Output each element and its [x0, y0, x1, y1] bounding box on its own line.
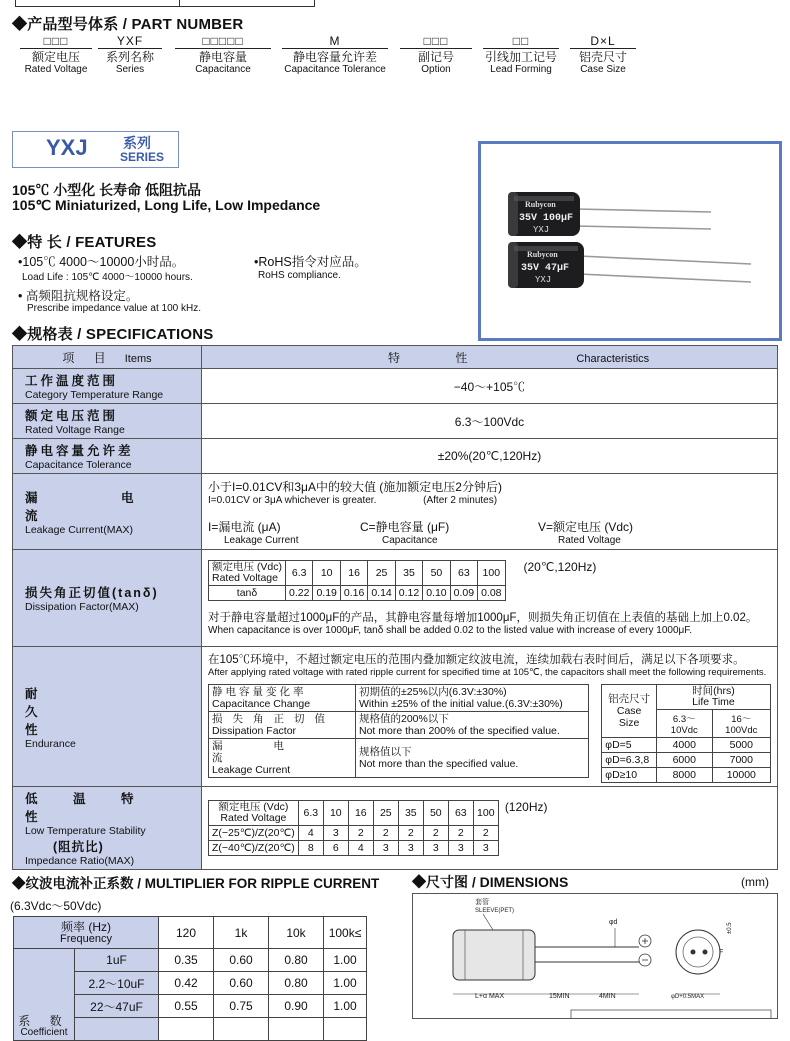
coef-cell: 0.60	[214, 949, 269, 972]
series-cn: 系列	[123, 135, 151, 151]
features-heading: ◆特 长 / FEATURES	[12, 234, 157, 251]
voltage-cell: 100	[478, 561, 505, 586]
endurance-item-en: Dissipation Factor	[212, 724, 297, 737]
end-view-outer	[676, 930, 720, 974]
spec-label-en: Capacitance Tolerance	[25, 459, 132, 471]
ratio-cell: 8	[298, 841, 323, 856]
pn-cn: 额定电压	[31, 50, 80, 64]
coef-cn: 系 数	[18, 1014, 70, 1028]
ratio-label: Z(−40℃)/Z(20℃)	[209, 841, 299, 856]
endurance-req-cn: 规格值以下	[359, 745, 412, 758]
spec-head-items-en: Items	[124, 352, 152, 365]
tan-delta-table	[208, 560, 506, 601]
pn-cn: 副记号	[417, 50, 454, 64]
tan-cell: 0.22	[286, 586, 313, 601]
pn-col-lead-forming	[483, 34, 559, 76]
pn-cn: 静电容量	[198, 50, 247, 64]
voltage-cell: 100	[473, 801, 498, 826]
cap2-series: YXJ	[535, 275, 552, 285]
capacitor-lower	[508, 242, 751, 288]
ratio-cell: 3	[473, 841, 498, 856]
leakage-v-en: Rated Voltage	[558, 534, 621, 546]
pn-code: YXF	[116, 34, 144, 48]
leakage-v-cn: V=额定电压 (Vdc)	[538, 519, 634, 534]
pn-en: Rated Voltage	[24, 64, 88, 75]
life-hours: 4000	[656, 737, 712, 752]
coef-cell: 1.00	[324, 949, 367, 972]
product-photo	[478, 141, 782, 341]
min4-label: 4MIN	[599, 993, 616, 1000]
multiplier-range: (6.3Vdc～50Vdc)	[10, 899, 102, 913]
endurance-intro-en: After applying rated voltage with rated ripple current for specified time at 105℃, the capacitors shall meet the following requirements.	[208, 666, 767, 678]
voltage-cell: 35	[395, 561, 422, 586]
voltage-cell: 16	[340, 561, 367, 586]
dimensions-drawing	[412, 893, 778, 1019]
spec-head-char-cn: 特 性	[388, 350, 494, 365]
series-en: SERIES	[120, 150, 165, 164]
rv-cn: 额定电压 (Vdc)	[212, 561, 283, 573]
ratio-cell: 3	[373, 841, 398, 856]
freq-cell: 1k	[214, 917, 269, 949]
pn-code: □□□□□	[202, 34, 244, 48]
min15-label: 15MIN	[549, 993, 570, 1000]
tan-cell: 0.12	[395, 586, 422, 601]
coef-cell: 0.35	[159, 949, 214, 972]
voltage-cell: 63	[450, 561, 477, 586]
spec-head-char-en: Characteristics	[576, 352, 650, 365]
d-max-label: φD+0.5MAX	[671, 994, 705, 1000]
ratio-cell: 2	[373, 826, 398, 841]
coef-cell: 0.80	[269, 972, 324, 995]
endurance-item-cn: 漏 电 流	[212, 739, 308, 764]
life-hours: 6000	[656, 752, 712, 767]
voltage-cell: 16	[348, 801, 373, 826]
life-case-cn: 铝壳尺寸	[608, 692, 651, 705]
cap1-brand: Rubycon	[525, 200, 556, 209]
cap-range: 22～47uF	[75, 995, 159, 1018]
pn-en: Capacitance Tolerance	[284, 64, 386, 75]
spec-label-en: Leakage Current(MAX)	[25, 523, 133, 536]
life-hours: 8000	[656, 767, 712, 782]
spec-label-cn2: (阻抗比)	[53, 840, 104, 854]
voltage-cell: 10	[313, 561, 340, 586]
f-tol-label: ±0.5	[727, 922, 733, 934]
endurance-req-cn: 规格值的200%以下	[359, 712, 449, 725]
tan-label: tanδ	[209, 586, 286, 601]
tan-cell: 0.19	[313, 586, 340, 601]
spec-label-en2: Impedance Ratio(MAX)	[25, 855, 135, 867]
life-time-table	[601, 684, 771, 783]
coef-cell: 0.55	[159, 995, 214, 1018]
tan-cell: 0.10	[423, 586, 450, 601]
feature-3-cn: • 高频阻抗规格设定。	[18, 289, 139, 303]
endurance-item-cn: 损失角正切值	[212, 712, 335, 725]
tan-cell: 0.08	[478, 586, 505, 601]
leakage-line1-en: I=0.01CV or 3μA whichever is greater.	[208, 494, 377, 506]
cap1-text: 35V 100μF	[519, 213, 574, 224]
coef-cell: 1.00	[324, 972, 367, 995]
tan-condition: (20℃,120Hz)	[523, 560, 597, 574]
spec-row-leakage	[13, 474, 778, 550]
tan-note-en: When capacitance is over 1000μF, tanδ shall be added 0.02 to the listed value with increase of every 1000μF.	[208, 625, 693, 636]
cap1-series: YXJ	[533, 225, 550, 235]
life-case: φD≥10	[602, 767, 657, 782]
spec-label-cn: 损失角正切值(tanδ)	[25, 586, 159, 600]
ratio-cell: 3	[448, 841, 473, 856]
dimensions-unit: (mm)	[741, 875, 769, 889]
spec-value: 6.3～100Vdc	[202, 404, 778, 439]
previous-table-edge	[15, 0, 315, 7]
coef-cell: 1.00	[324, 995, 367, 1018]
pn-col-voltage	[20, 34, 92, 76]
coef-cell: 0.80	[269, 949, 324, 972]
pn-col-case-size	[570, 34, 636, 76]
leakage-i-cn: I=漏电流 (μA)	[208, 519, 281, 534]
pn-en: Case Size	[580, 64, 626, 75]
endurance-req-cn: 初期值的±25%以内(6.3V:±30%)	[359, 685, 507, 698]
spec-row-low-temp	[13, 787, 778, 870]
pn-code: □□	[512, 34, 530, 48]
series-title-box	[12, 131, 179, 168]
impedance-ratio-table	[208, 800, 499, 856]
sleeve-en: SLEEVE(PET)	[475, 908, 515, 914]
endurance-req-en: Not more than 200% of the specified value.	[359, 724, 560, 737]
spec-label-en: Dissipation Factor(MAX)	[25, 601, 139, 613]
tan-note-cn: 对于静电容量超过1000μF的产品，其静电容量每增加1000μF，则损失角正切值在上表值的基础上加上0.02。	[208, 612, 758, 624]
leakage-after: (After 2 minutes)	[423, 494, 498, 506]
pn-en: Capacitance	[195, 64, 251, 75]
pn-en: Option	[421, 64, 451, 75]
life-hours: 7000	[712, 752, 770, 767]
spec-label-cn: 工作温度范围	[25, 374, 119, 388]
phi-d-label: φd	[609, 919, 618, 926]
pn-code: □□□	[423, 34, 449, 48]
endurance-req-en: Within ±25% of the initial value.(6.3V:±30%)	[359, 697, 563, 710]
coef-cell: 0.75	[214, 995, 269, 1018]
ratio-cell: 2	[398, 826, 423, 841]
specifications-table	[12, 345, 778, 870]
pn-col-option	[400, 34, 472, 76]
l-max-label: L+α MAX	[475, 993, 505, 1000]
life-col1: 6.3～10Vdc	[656, 709, 712, 737]
pn-code: □□□	[43, 34, 69, 48]
pn-code: D×L	[590, 34, 616, 48]
life-time-en: Life Time	[692, 695, 735, 708]
spec-label-cn: 低 温 特 性	[25, 792, 150, 824]
coef-cell: 0.60	[214, 972, 269, 995]
specs-heading: ◆规格表 / SPECIFICATIONS	[12, 326, 214, 343]
feature-3-en: Prescribe impedance value at 100 kHz.	[27, 303, 201, 314]
spec-row-dissipation	[13, 550, 778, 647]
ratio-cell: 2	[448, 826, 473, 841]
leakage-c-cn: C=静电容量 (μF)	[360, 519, 450, 534]
pn-cn: 静电容量允许差	[292, 50, 377, 64]
ratio-cell: 3	[423, 841, 448, 856]
ratio-cell: 6	[323, 841, 348, 856]
freq-en: Frequency	[60, 932, 112, 945]
ratio-cell: 2	[348, 826, 373, 841]
spec-label-cn: 漏 电 流	[25, 490, 174, 523]
spec-row-tolerance	[13, 439, 778, 474]
spec-head-items-cn: 项 目	[62, 350, 114, 365]
life-case-en: Case Size	[616, 704, 642, 729]
leakage-line1-cn: 小于I=0.01CV和3μA中的较大值 (施加额定电压2分钟后)	[208, 479, 502, 494]
pn-col-tolerance	[282, 34, 388, 76]
spec-value: −40～+105℃	[202, 369, 778, 404]
life-case: φD=5	[602, 737, 657, 752]
capacitor-photo-image	[481, 144, 779, 338]
life-case: φD=6.3,8	[602, 752, 657, 767]
pn-cn: 引线加工记号	[484, 50, 557, 64]
part-number-heading: ◆产品型号体系 / PART NUMBER	[12, 16, 244, 33]
tan-cell: 0.14	[368, 586, 395, 601]
endurance-req-table	[208, 684, 589, 778]
voltage-cell: 25	[373, 801, 398, 826]
voltage-cell: 50	[423, 801, 448, 826]
freq-cell: 100k≤	[324, 917, 367, 949]
tan-cell: 0.16	[340, 586, 367, 601]
spec-row-temp	[13, 369, 778, 404]
endurance-intro-cn: 在105℃环境中，不超过额定电压的范围内叠加额定纹波电流，连续加载右表时间后，满足以下各项要求。	[208, 653, 745, 666]
spec-row-voltage	[13, 404, 778, 439]
rv-en: Rated Voltage	[212, 572, 278, 584]
spec-label-en: Endurance	[25, 737, 76, 750]
tagline-en: 105℃ Miniaturized, Long Life, Low Impedance	[12, 197, 321, 213]
low-temp-cond: (120Hz)	[504, 800, 548, 814]
endurance-item-cn: 静电容量变化率	[212, 685, 307, 698]
f-label: F	[719, 949, 724, 956]
series-name: YXJ	[46, 135, 88, 160]
ratio-cell: 3	[398, 841, 423, 856]
voltage-cell: 6.3	[286, 561, 313, 586]
dimension-diagram	[413, 894, 777, 1018]
freq-cn: 频率 (Hz)	[61, 919, 111, 934]
sleeve-cn: 套管	[475, 899, 489, 906]
pn-cn: 系列名称	[105, 50, 154, 64]
spec-label-cn: 静电容量允许差	[25, 444, 134, 458]
spec-label-en: Rated Voltage Range	[25, 424, 125, 436]
rv-en: Rated Voltage	[220, 812, 287, 824]
ratio-cell: 4	[348, 841, 373, 856]
tagline-cn: 105℃ 小型化 长寿命 低阻抗品	[12, 182, 202, 198]
pn-col-series	[98, 34, 162, 76]
pn-code: M	[329, 34, 341, 48]
spec-label-cn: 耐 久 性	[25, 686, 96, 737]
capacitor-upper	[508, 192, 711, 236]
dimensions-heading: ◆尺寸图 / DIMENSIONS	[412, 874, 569, 890]
life-hours: 10000	[712, 767, 770, 782]
freq-cell: 10k	[269, 917, 324, 949]
cap2-text: 35V 47μF	[521, 263, 570, 274]
ratio-cell: 4	[298, 826, 323, 841]
feature-1-cn: •105℃ 4000～10000小时品。	[18, 255, 185, 269]
spec-header-row	[13, 346, 778, 369]
ratio-cell: 2	[423, 826, 448, 841]
spec-row-endurance	[13, 647, 778, 787]
cap-range: 2.2～10uF	[75, 972, 159, 995]
spec-label-cn: 额定电压范围	[25, 409, 119, 423]
life-time-cn: 时间(hrs)	[692, 684, 735, 697]
voltage-cell: 6.3	[298, 801, 323, 826]
endurance-item-en: Capacitance Change	[212, 697, 311, 710]
pn-en: Series	[115, 64, 145, 75]
ratio-label: Z(−25℃)/Z(20℃)	[209, 826, 299, 841]
voltage-cell: 25	[368, 561, 395, 586]
spec-value: ±20%(20℃,120Hz)	[202, 439, 778, 474]
ratio-cell: 3	[323, 826, 348, 841]
rv-cn: 额定电压 (Vdc)	[218, 801, 289, 813]
leakage-c-en: Capacitance	[382, 534, 438, 546]
leakage-i-en: Leakage Current	[224, 534, 299, 546]
spec-label-en: Low Temperature Stability	[25, 825, 146, 837]
voltage-cell: 50	[423, 561, 450, 586]
life-col2: 16～100Vdc	[712, 709, 770, 737]
feature-2-cn: •RoHS指令对应品。	[254, 255, 367, 269]
life-hours: 5000	[712, 737, 770, 752]
voltage-cell: 63	[448, 801, 473, 826]
voltage-cell: 35	[398, 801, 423, 826]
feature-1-en: Load Life : 105℃ 4000～10000 hours.	[22, 272, 193, 283]
tan-cell: 0.09	[450, 586, 477, 601]
cap2-brand: Rubycon	[527, 250, 558, 259]
endurance-req-en: Not more than the specified value.	[359, 757, 519, 770]
pn-en: Lead Forming	[490, 64, 552, 75]
endurance-item-en: Leakage Current	[212, 763, 291, 776]
multiplier-table	[13, 916, 367, 1041]
coef-en: Coefficient	[20, 1027, 68, 1038]
ratio-cell: 2	[473, 826, 498, 841]
multiplier-heading: ◆纹波电流补正系数 / MULTIPLIER FOR RIPPLE CURRENT	[12, 876, 380, 891]
freq-cell: 120	[159, 917, 214, 949]
feature-2-en: RoHS compliance.	[258, 270, 341, 281]
coef-cell: 0.42	[159, 972, 214, 995]
cap-range: 1uF	[75, 949, 159, 972]
coef-cell: 0.90	[269, 995, 324, 1018]
pn-cn: 铝壳尺寸	[578, 50, 627, 64]
spec-label-en: Category Temperature Range	[25, 389, 164, 401]
voltage-cell: 10	[323, 801, 348, 826]
pn-col-capacitance	[175, 34, 271, 76]
